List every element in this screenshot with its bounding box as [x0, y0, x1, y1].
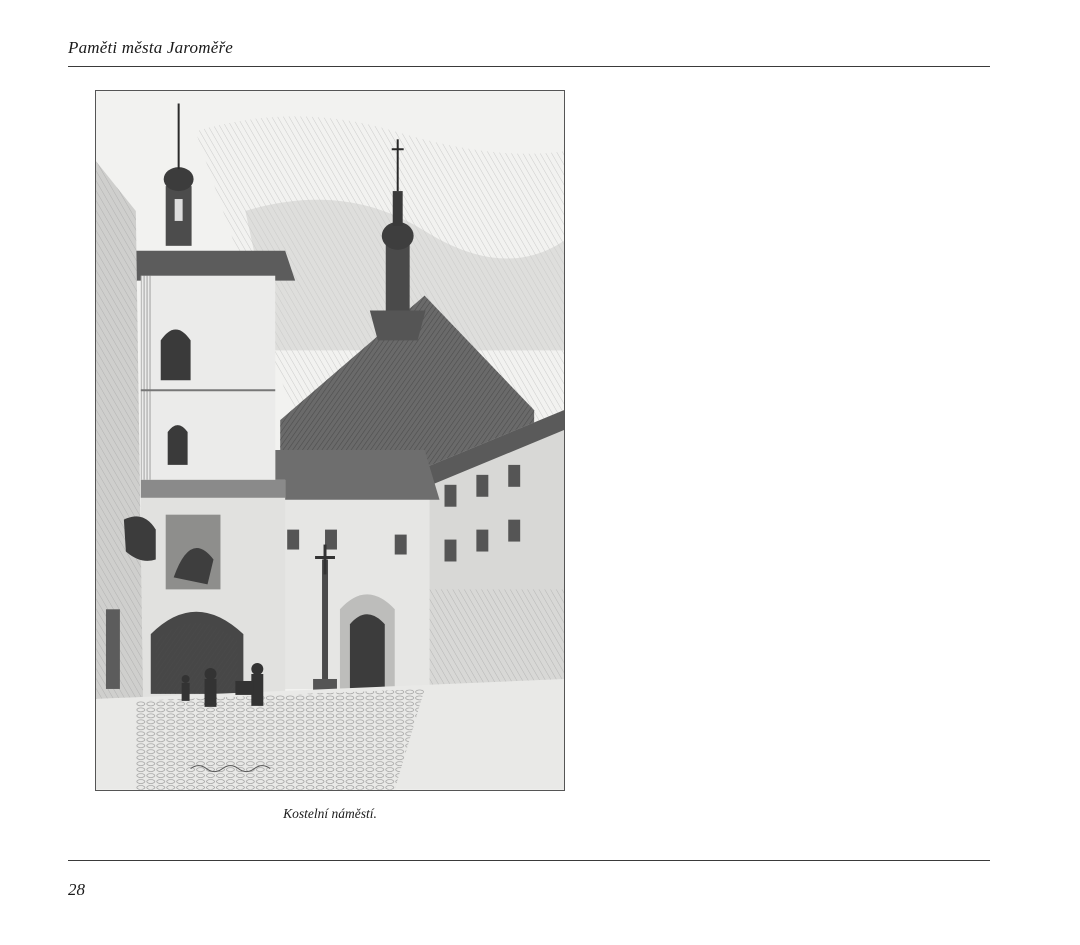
page-number: 28 [68, 880, 85, 899]
church-square-engraving [96, 91, 564, 790]
engraving-illustration [95, 90, 565, 791]
running-head-title: Paměti města Jaroměře [68, 38, 234, 57]
figure-caption: Kostelní náměstí. [283, 806, 377, 821]
header-rule [68, 66, 990, 67]
footer-rule [68, 860, 990, 861]
